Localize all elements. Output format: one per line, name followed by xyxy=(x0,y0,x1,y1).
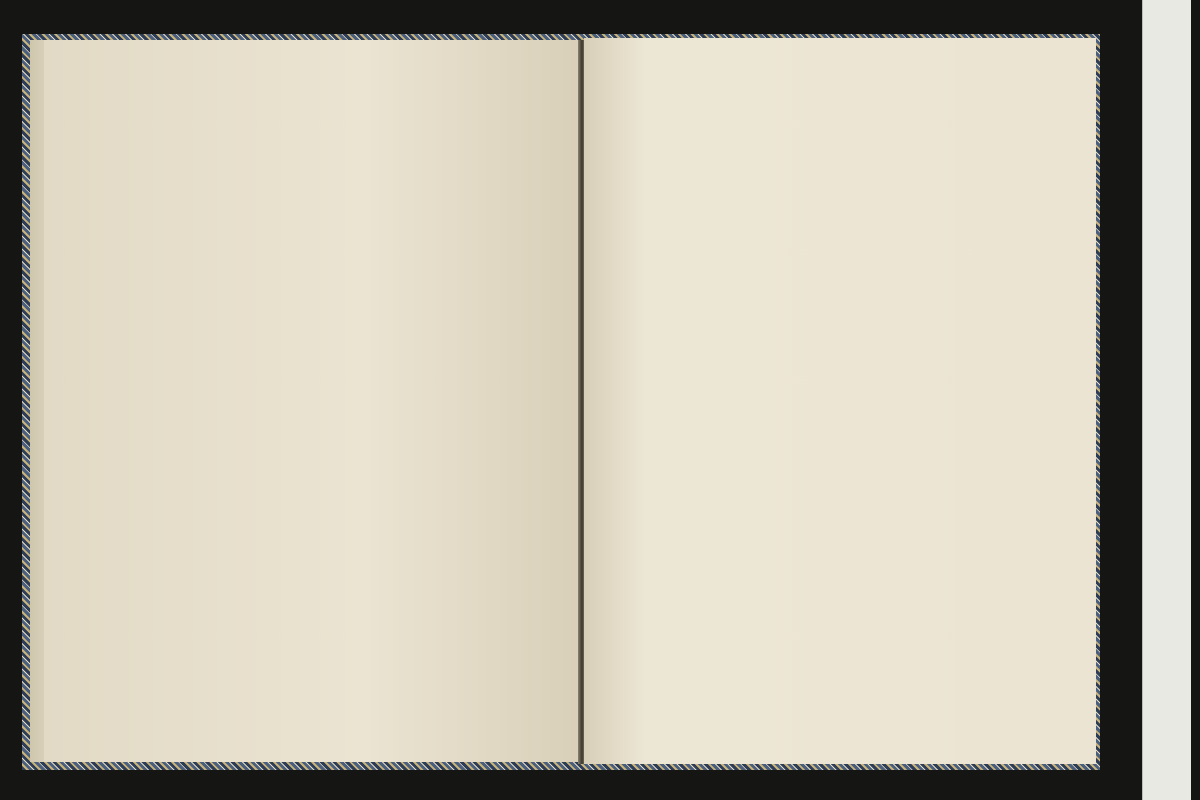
measuring-ruler xyxy=(1142,0,1191,800)
left-page xyxy=(44,40,578,762)
right-page xyxy=(584,38,1096,764)
